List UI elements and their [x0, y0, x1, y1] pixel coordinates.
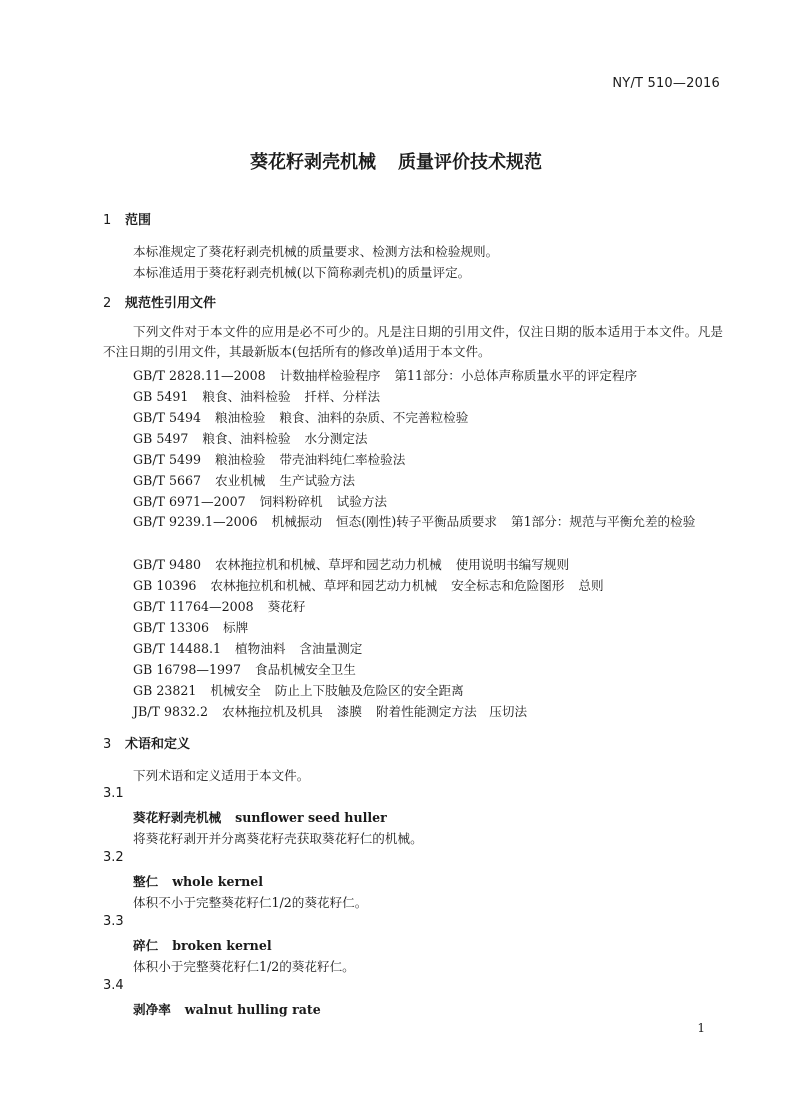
reference-code: GB/T 2828.11—2008	[133, 368, 266, 383]
term-name-en: broken kernel	[172, 938, 272, 953]
reference-subtitle: 含油量测定	[299, 641, 363, 656]
reference-title: 粮食、油料检验	[202, 431, 291, 446]
section-number: 3	[103, 737, 112, 752]
term-name	[133, 807, 387, 826]
terms-intro: 下列术语和定义适用于本文件。	[133, 768, 310, 783]
reference-subtitle: 第11部分：小总体声称质量水平的评定程序	[394, 368, 638, 383]
document-title	[0, 148, 792, 174]
reference-code: GB/T 5494	[133, 410, 202, 425]
reference-code: GB 5497	[133, 431, 189, 446]
reference-code: GB/T 13306	[133, 620, 210, 635]
section-3-heading	[103, 733, 190, 752]
reference-item	[133, 407, 468, 426]
reference-title: 计数抽样检验程序	[279, 368, 381, 383]
reference-subtitle: 防止上下肢触及危险区的安全距离	[274, 683, 464, 698]
term-name-en: sunflower seed huller	[235, 810, 387, 825]
reference-item	[133, 596, 305, 615]
section-1-heading	[103, 209, 151, 228]
reference-title: 机械振动	[271, 514, 323, 529]
reference-part: 总则	[578, 578, 604, 593]
reference-item	[133, 701, 527, 720]
scope-paragraph-2: 本标准适用于葵花籽剥壳机械(以下简称剥壳机)的质量评定。	[133, 265, 471, 280]
scope-paragraph-1: 本标准规定了葵花籽剥壳机械的质量要求、检测方法和检验规则。	[133, 244, 499, 259]
reference-code: GB/T 6971—2007	[133, 494, 246, 509]
term-name	[133, 935, 272, 954]
reference-item	[133, 449, 405, 468]
reference-subtitle: 漆膜	[336, 704, 362, 719]
section-title: 规范性引用文件	[125, 296, 217, 311]
reference-title: 饲料粉碎机	[259, 494, 323, 509]
term-name-en: walnut hulling rate	[184, 1002, 321, 1017]
reference-item	[133, 680, 464, 699]
reference-subtitle: 水分测定法	[304, 431, 368, 446]
reference-item	[133, 638, 362, 657]
reference-code: GB 16798—1997	[133, 662, 242, 677]
reference-item	[133, 617, 248, 636]
reference-title: 农林拖拉机及机具	[222, 704, 323, 719]
term-name-zh: 整仁	[133, 874, 159, 889]
reference-item	[133, 428, 368, 447]
reference-subtitle: 安全标志和危险图形	[451, 578, 565, 593]
reference-item	[133, 365, 637, 384]
reference-title: 葵花籽	[267, 599, 306, 614]
term-name-en: whole kernel	[172, 874, 264, 889]
reference-code: GB 5491	[133, 389, 189, 404]
section-number: 2	[103, 296, 112, 311]
reference-title: 农林拖拉机和机械、草坪和园艺动力机械	[210, 578, 438, 593]
section-title: 术语和定义	[125, 737, 191, 752]
reference-part: 附着性能测定方法 压切法	[375, 704, 528, 719]
reference-subtitle: 生产试验方法	[279, 473, 355, 488]
reference-item	[133, 554, 569, 573]
reference-title: 食品机械安全卫生	[255, 662, 356, 677]
reference-code: GB/T 11764—2008	[133, 599, 254, 614]
reference-title: 植物油料	[235, 641, 286, 656]
term-number: 3.1	[103, 786, 124, 801]
section-title: 范围	[125, 213, 152, 228]
title-part-1: 葵花籽剥壳机械	[250, 152, 376, 173]
reference-item	[133, 491, 387, 510]
standard-code: NY/T 510—2016	[612, 76, 720, 91]
reference-code: GB/T 5667	[133, 473, 202, 488]
reference-title: 农林拖拉机和机械、草坪和园艺动力机械	[215, 557, 442, 572]
reference-subtitle: 恒态(刚性)转子平衡品质要求	[336, 514, 497, 529]
reference-title: 粮油检验	[215, 410, 266, 425]
reference-code: JB/T 9832.2	[133, 704, 209, 719]
term-name	[133, 999, 321, 1018]
term-name-zh: 剥净率	[133, 1002, 171, 1017]
reference-part: 第1部分：规范与平衡允差的检验	[511, 514, 696, 529]
reference-title: 粮油检验	[215, 452, 266, 467]
section-number: 1	[103, 213, 112, 228]
reference-title: 机械安全	[210, 683, 261, 698]
term-name-zh: 葵花籽剥壳机械	[133, 810, 222, 825]
title-part-2: 质量评价技术规范	[398, 152, 542, 173]
reference-subtitle: 试验方法	[336, 494, 387, 509]
reference-subtitle: 粮食、油料的杂质、不完善粒检验	[279, 410, 469, 425]
term-definition: 体积小于完整葵花籽仁1/2的葵花籽仁。	[133, 959, 355, 974]
reference-subtitle: 使用说明书编写规则	[455, 557, 570, 572]
reference-code: GB/T 9480	[133, 557, 202, 572]
term-definition: 将葵花籽剥开并分离葵花籽壳获取葵花籽仁的机械。	[133, 831, 423, 846]
references-intro: 下列文件对于本文件的应用是必不可少的。凡是注日期的引用文件，仅注日期的版本适用于本文件。凡是不注日期的引用文件，其最新版本(包括所有的修改单)适用于本文件。	[103, 324, 723, 359]
reference-item	[103, 511, 723, 532]
reference-code: GB 10396	[133, 578, 197, 593]
page-number: 1	[697, 1021, 705, 1035]
reference-code: GB/T 14488.1	[133, 641, 222, 656]
reference-title: 标牌	[223, 620, 249, 635]
reference-title: 粮食、油料检验	[202, 389, 291, 404]
term-name-zh: 碎仁	[133, 938, 159, 953]
term-definition: 体积不小于完整葵花籽仁1/2的葵花籽仁。	[133, 895, 368, 910]
section-2-heading	[103, 292, 216, 311]
reference-code: GB/T 5499	[133, 452, 202, 467]
term-name	[133, 871, 263, 890]
term-number: 3.4	[103, 978, 124, 993]
reference-subtitle: 扦样、分样法	[304, 389, 381, 404]
reference-item	[133, 575, 604, 594]
reference-item	[133, 386, 380, 405]
reference-item	[133, 659, 356, 678]
term-number: 3.2	[103, 850, 124, 865]
term-number: 3.3	[103, 914, 124, 929]
reference-code: GB 23821	[133, 683, 197, 698]
reference-subtitle: 带壳油料纯仁率检验法	[279, 452, 406, 467]
reference-code: GB/T 9239.1—2006	[133, 514, 258, 529]
reference-title: 农业机械	[215, 473, 266, 488]
reference-item	[133, 470, 355, 489]
